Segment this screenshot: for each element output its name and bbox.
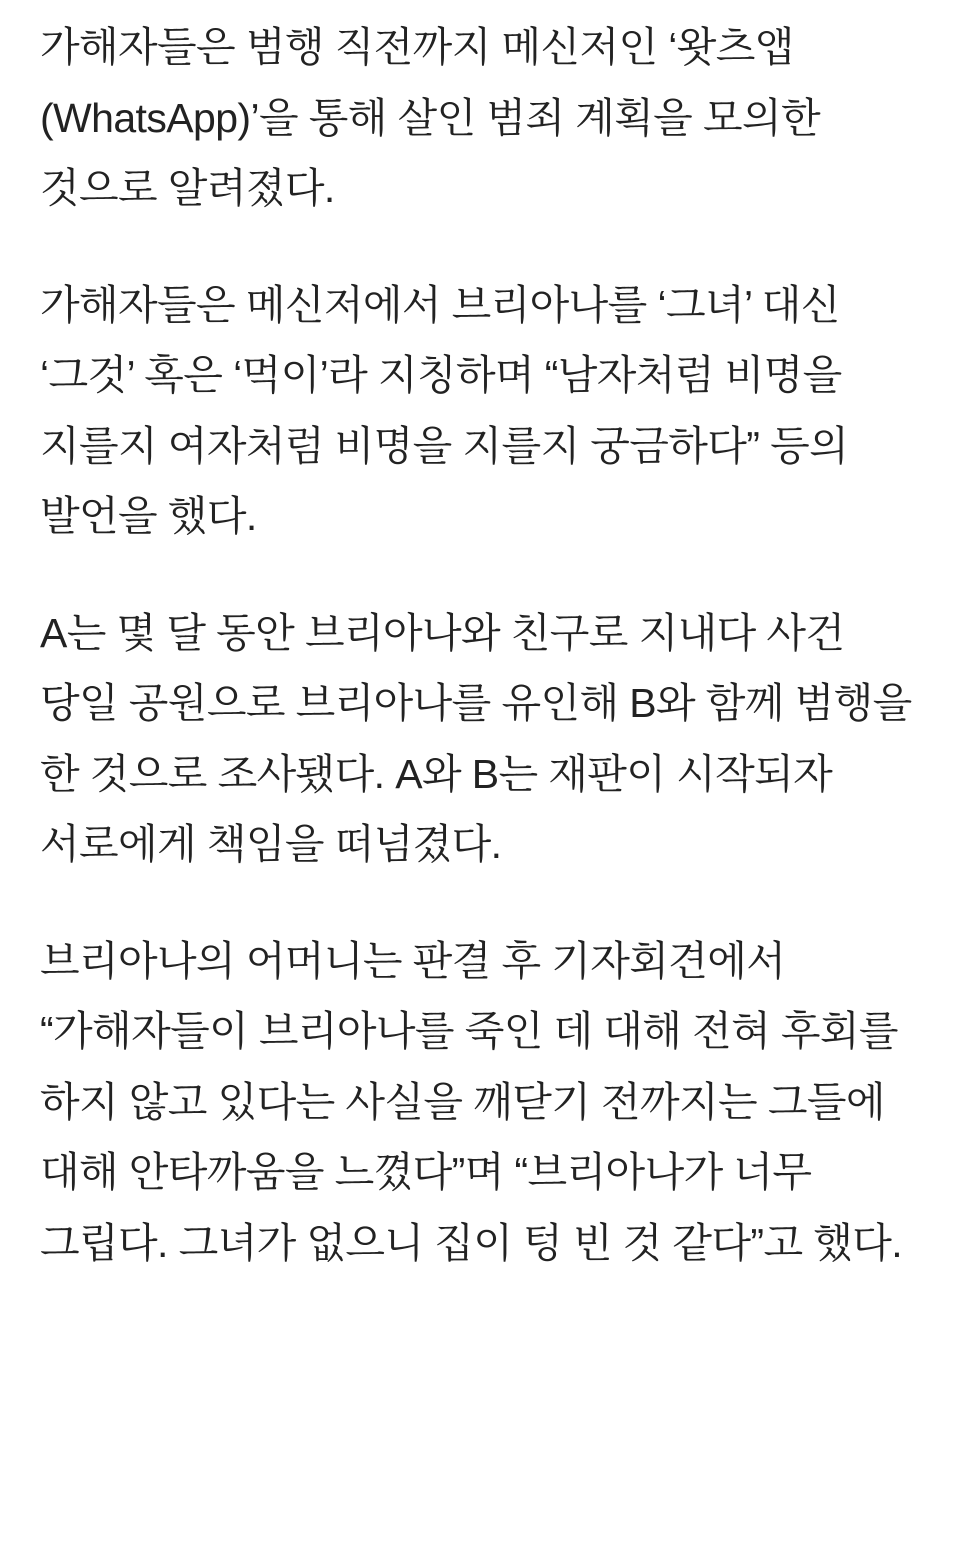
article-paragraph: 가해자들은 범행 직전까지 메신저인 ‘왓츠앱(WhatsApp)’을 통해 살인 범죄 계획을 모의한 것으로 알려졌다. [40,24,831,212]
article-paragraph: A는 몇 달 동안 브리아나와 친구로 지내다 사건 당일 공원으로 브리아나를 유인해 B와 함께 범행을 한 것으로 조사됐다. A와 B는 재판이 시작되자 서로에게 책임을 떠넘겼다. [40,609,923,868]
article-paragraph: 브리아나의 어머니는 판결 후 기자회견에서 “가해자들이 브리아나를 죽인 데 대해 전혀 후회를 하지 않고 있다는 사실을 깨닫기 전까지는 그들에 대해 안타까움을 느꼈다”며 “브리아나가 너무 그립다. 그녀가 없으니 집이 텅 빈 것 같다”고 했다. [40,937,909,1266]
article-paragraph: 가해자들은 메신저에서 브리아나를 ‘그녀’ 대신 ‘그것’ 혹은 ‘먹이’라 지칭하며 “남자처럼 비명을 지를지 여자처럼 비명을 지를지 궁금하다” 등의 발언을 했다. [40,281,859,540]
